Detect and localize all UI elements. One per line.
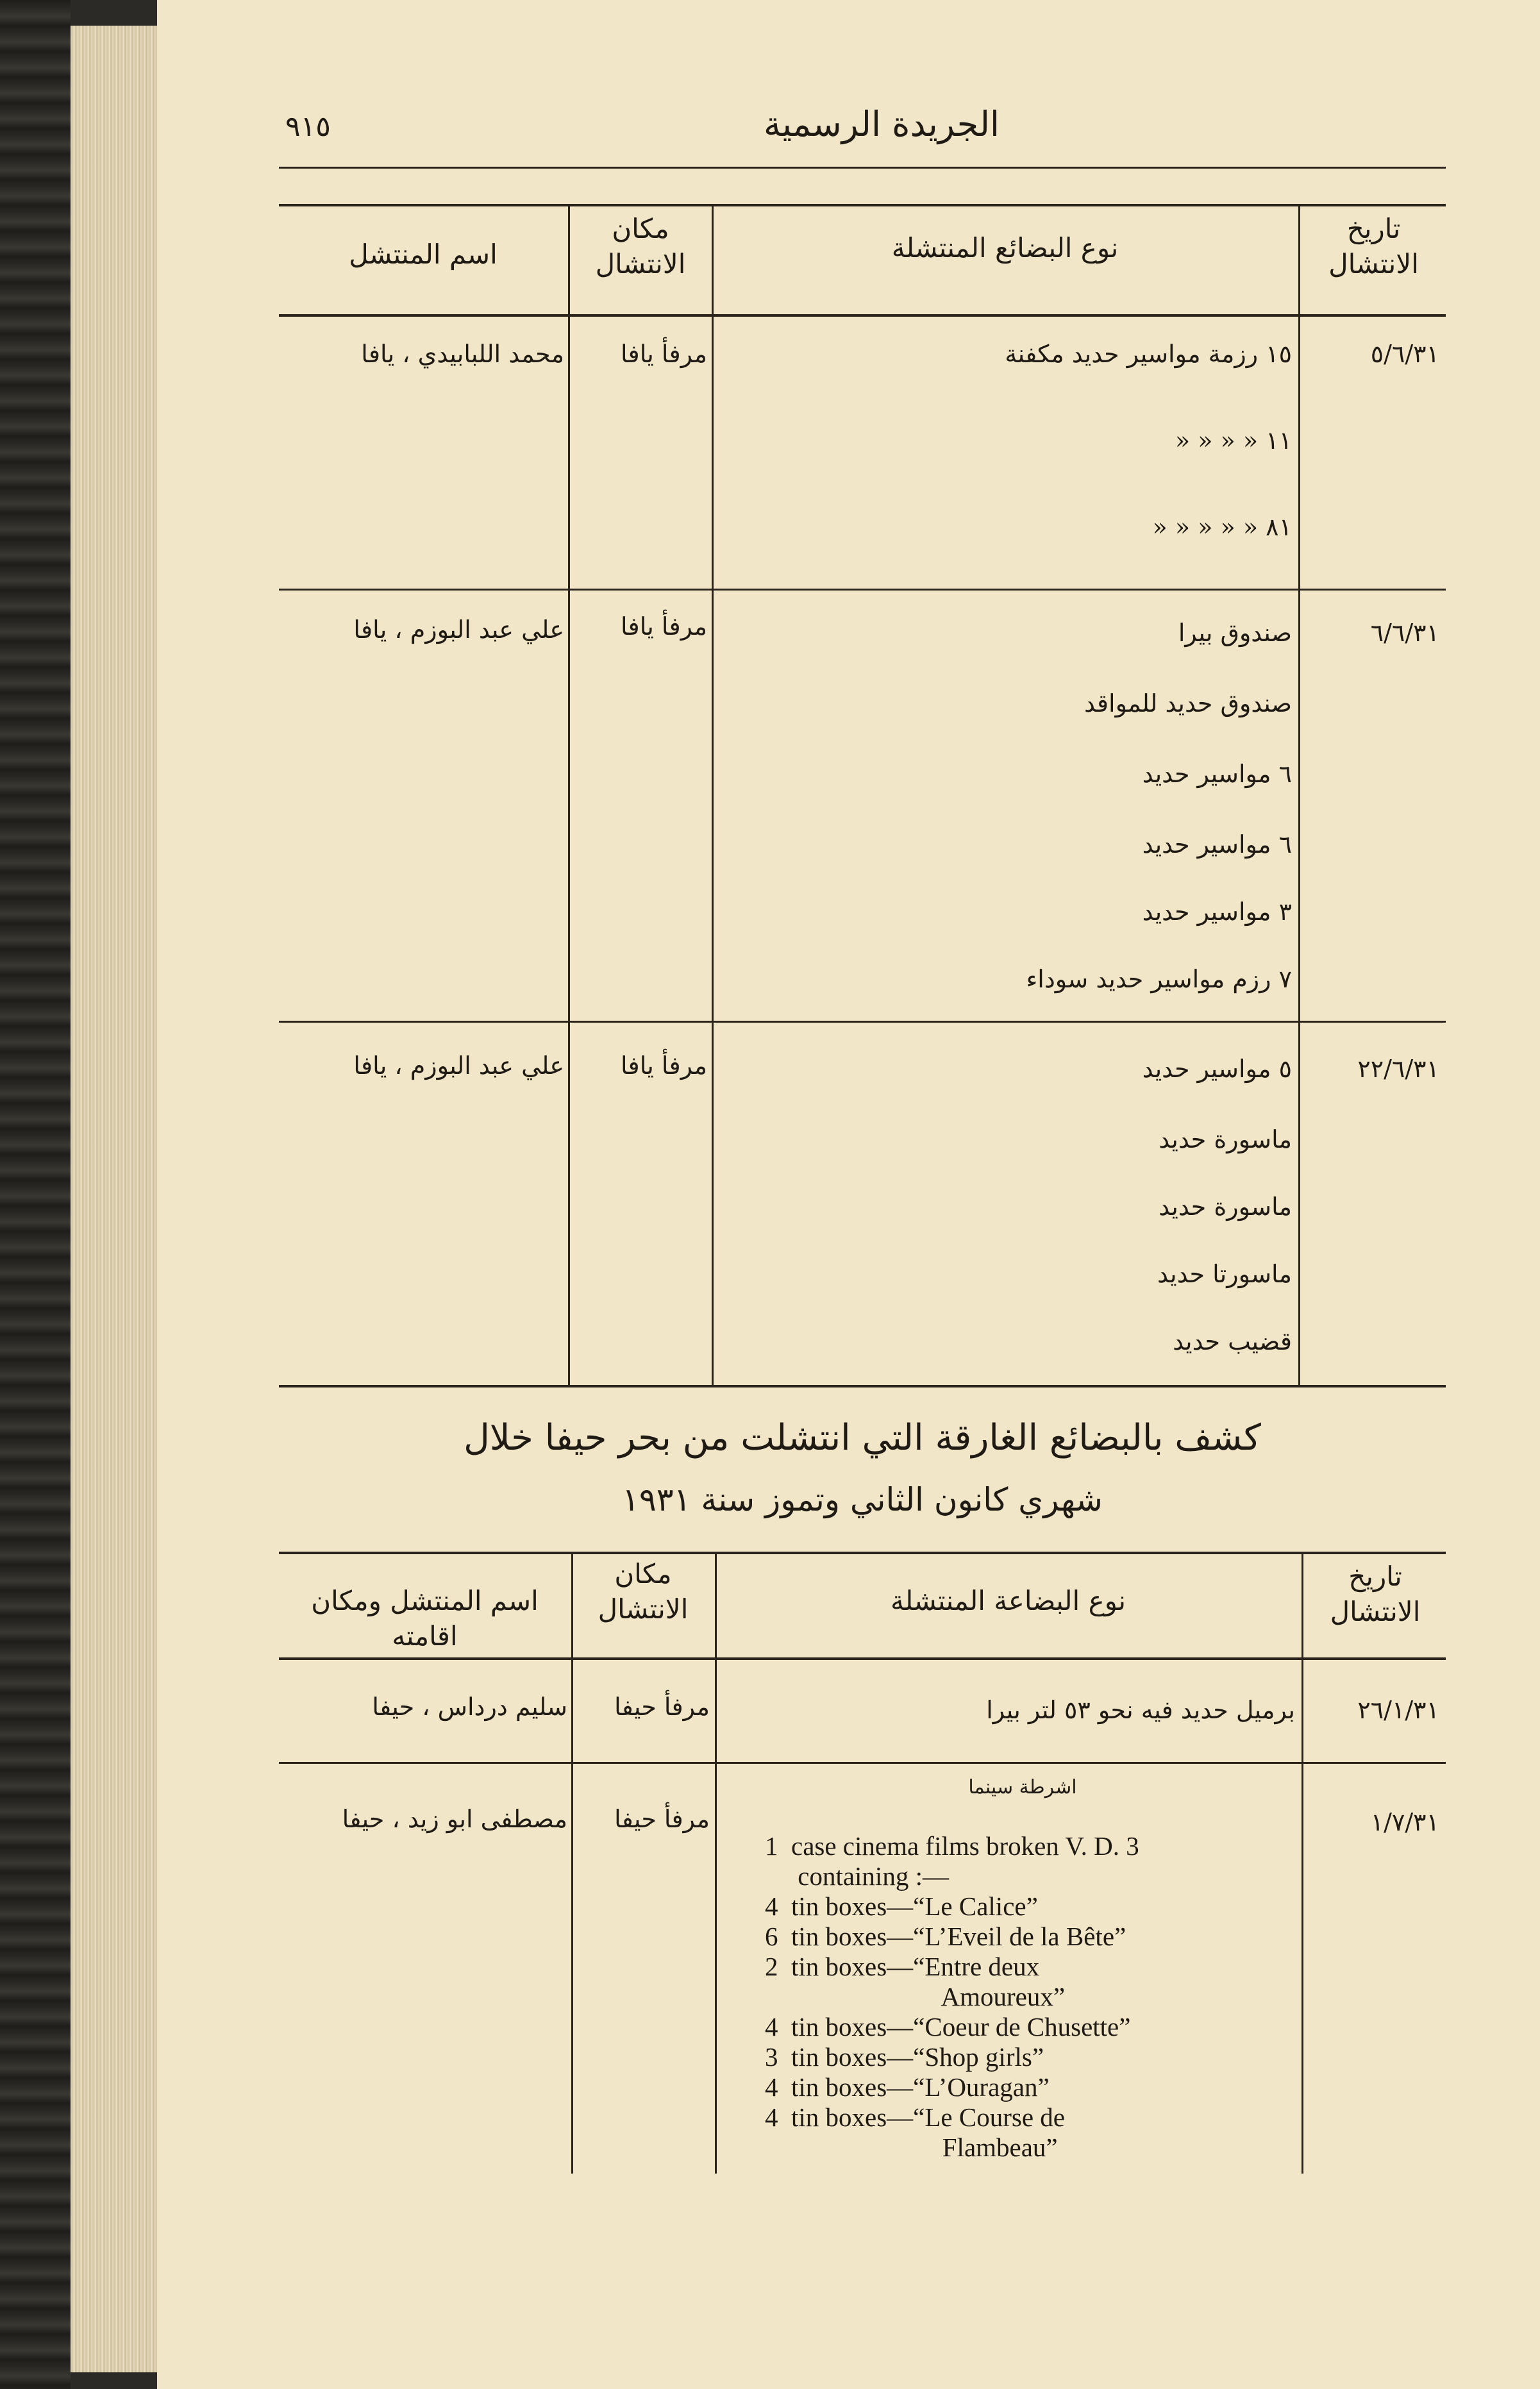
header-rule (279, 167, 1446, 169)
gazette-page (157, 0, 1540, 2389)
row-name: مصطفى ابو زيد ، حيفا (342, 1805, 567, 1833)
goods-line: containing :— (765, 1861, 949, 1891)
page-number: ٩١٥ (285, 110, 331, 143)
table-header-rule (279, 1657, 1446, 1660)
row-goods: برميل حديد فيه نحو ٥٣ لتر بيرا (986, 1696, 1295, 1724)
goods-line: 6 tin boxes—“L’Eveil de la Bête” (765, 1922, 1126, 1951)
goods-item: ٦ مواسير حديد (1142, 760, 1292, 788)
goods-item: صندوق بيرا (1178, 619, 1292, 647)
goods-line: 4 tin boxes—“Le Course de (765, 2102, 1065, 2132)
goods-line: 2 tin boxes—“Entre deux (765, 1952, 1040, 1981)
row-place: مرفأ حيفا (614, 1805, 710, 1833)
row-divider (279, 589, 1446, 591)
book-spine (0, 0, 71, 2389)
row-place: مرفأ يافا (620, 612, 707, 641)
goods-line: 4 tin boxes—“Coeur de Chusette” (765, 2012, 1131, 2041)
column-divider (715, 1552, 717, 2174)
goods-item: ماسورة حديد (1159, 1193, 1292, 1221)
table-bottom-rule (279, 1385, 1446, 1387)
row-name: علي عبد البوزم ، يافا (353, 616, 564, 644)
row-date: ١/٧/٣١ (1370, 1808, 1439, 1836)
running-title: الجريدة الرسمية (764, 104, 1000, 144)
row-divider (279, 1021, 1446, 1023)
row-date: ٥/٦/٣١ (1370, 340, 1439, 368)
goods-item: ٥ مواسير حديد (1142, 1055, 1292, 1083)
goods-item: ١١ « « « « (1175, 426, 1292, 455)
row-name: سليم درداس ، حيفا (372, 1693, 567, 1721)
row-place: مرفأ حيفا (614, 1693, 710, 1721)
goods-line: 1 case cinema films broken V. D. 3 (765, 1831, 1139, 1861)
goods-line: 3 tin boxes—“Shop girls” (765, 2042, 1044, 2072)
section-title-line2: شهري كانون الثاني وتموز سنة ١٩٣١ (622, 1481, 1103, 1518)
row-date: ٢٢/٦/٣١ (1357, 1055, 1439, 1083)
row-name: علي عبد البوزم ، يافا (353, 1052, 564, 1080)
row-date: ٢٦/١/٣١ (1357, 1696, 1439, 1724)
goods-line: Amoureux” (765, 1982, 1066, 2011)
table-top-rule (279, 1552, 1446, 1554)
goods-line: 4 tin boxes—“L’Ouragan” (765, 2072, 1050, 2102)
goods-item: ٦ مواسير حديد (1142, 830, 1292, 859)
column-divider (1298, 204, 1300, 1387)
header-date: تاريخ الانتشال (1330, 1561, 1421, 1627)
column-divider (571, 1552, 573, 2174)
row-name: محمد اللبابيدي ، يافا (361, 340, 564, 368)
goods-item: ٧ رزم مواسير حديد سوداء (1026, 965, 1292, 993)
row-place: مرفأ يافا (620, 1052, 707, 1080)
page-edges (71, 26, 160, 2372)
column-divider (1301, 1552, 1303, 2174)
header-date: تاريخ الانتشال (1328, 213, 1419, 280)
header-place: مكان الانتشال (595, 213, 686, 280)
goods-item: صندوق حديد للمواقد (1084, 689, 1292, 717)
goods-item: قضيب حديد (1173, 1327, 1292, 1355)
goods-item: ماسورة حديد (1159, 1125, 1292, 1153)
goods-item: ٣ مواسير حديد (1142, 898, 1292, 926)
english-goods-list (765, 1831, 1139, 2163)
table-top-rule (279, 204, 1446, 206)
section-title-line1: كشف بالبضائع الغارقة التي انتشلت من بحر حيفا خلال (464, 1417, 1261, 1459)
header-place: مكان الانتشال (598, 1558, 689, 1625)
header-name: اسم المنتشل ومكان اقامته (311, 1585, 539, 1652)
goods-line: Flambeau” (765, 2133, 1058, 2162)
goods-item: ماسورتا حديد (1157, 1260, 1292, 1288)
row-divider (279, 1762, 1446, 1764)
header-name: اسم المنتشل (349, 239, 498, 270)
column-divider (712, 204, 714, 1387)
row-date: ٦/٦/٣١ (1370, 619, 1439, 647)
table-header-rule (279, 314, 1446, 317)
header-goods: نوع البضاعة المنتشلة (890, 1585, 1126, 1616)
goods-item: ٨١ « « « « « (1152, 513, 1292, 541)
row-place: مرفأ يافا (620, 340, 707, 368)
goods-line: 4 tin boxes—“Le Calice” (765, 1891, 1038, 1921)
header-goods: نوع البضائع المنتشلة (891, 232, 1119, 264)
goods-heading: اشرطة سينما (968, 1776, 1077, 1798)
goods-item: ١٥ رزمة مواسير حديد مكفنة (1005, 340, 1292, 368)
column-divider (568, 204, 570, 1387)
